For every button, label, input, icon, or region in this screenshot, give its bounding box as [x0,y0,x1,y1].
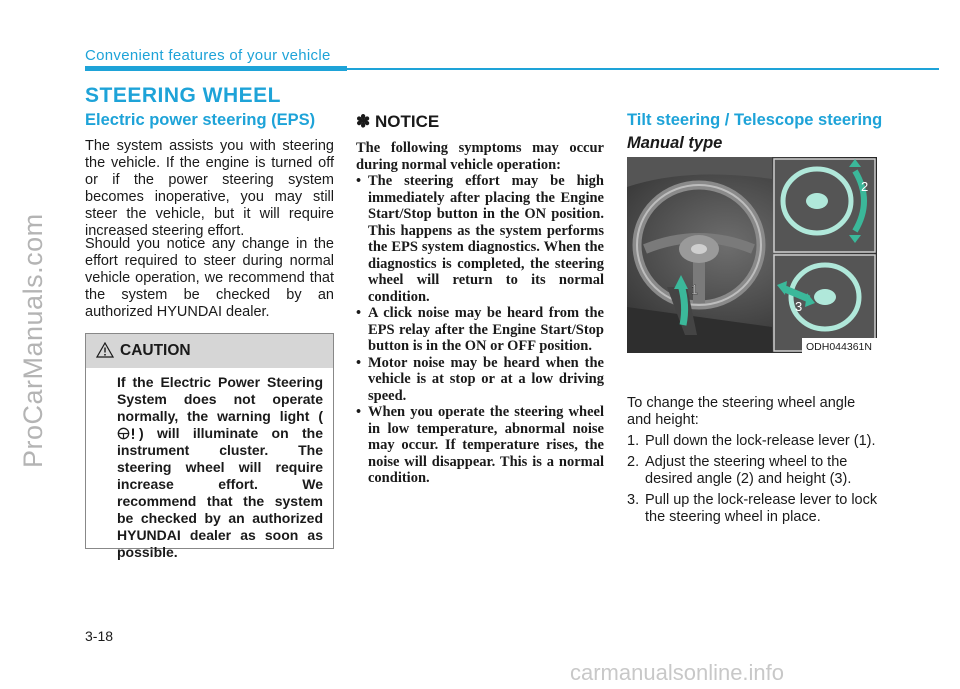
callout-2: 2 [861,179,869,194]
chapter-title: Convenient features of your vehicle [85,47,331,64]
notice-body [356,140,604,487]
footer-watermark: carmanualsonline.info [570,660,785,685]
callout-1: 1 [691,282,699,297]
header-rule-thick [85,66,347,71]
manual-type-subheading: Manual type [627,134,723,152]
side-watermark: ProCarManuals.com [18,213,48,468]
figure-code: ODH044361N [806,341,872,353]
tilt-step: 1. Pull down the lock-release lever (1). [627,433,876,449]
tilt-step: 2. Adjust the steering wheel to the desired angle (2) and height (3). [627,454,852,487]
caution-box [85,333,334,560]
warning-triangle-icon [96,342,114,358]
notice-item: • The steering effort may be high immediately after placing the Engine Start/Stop button in the ON position. This happens as the system performs the EPS system diagnostics. When the diagnostics is completed, the steering wheel will return to its normal condition. [356,173,604,305]
callout-3: 3 [795,299,803,314]
notice-item: • A click noise may be heard from the EPS relay after the Engine Start/Stop button is in the ON or OFF position. [356,305,604,354]
notice-list [356,173,604,487]
notice-intro: The following symptoms may occur during normal vehicle operation: [356,140,604,173]
tilt-heading: Tilt steering / Telescope steering [627,111,883,129]
eps-paragraph-1: The system assists you with steering the vehicle. If the engine is turned off or if the power steering system becomes inoperative, you may still steer the vehicle, but it will require increased steering effort. [85,138,334,239]
page-number: 3-18 [85,628,114,644]
tilt-instructions [627,395,879,530]
caution-text-end: ) will illuminate on the instrument cluster. The steering wheel will require increase effort. We recommend that the system be checked by an authorized HYUNDAI dealer as soon as possible. [117,425,323,560]
tilt-step: 3. Pull up the lock-release lever to lock the steering wheel in place. [627,492,878,525]
eps-paragraph-2: Should you notice any change in the effort required to steer during normal vehicle operation, we recommend that the system be checked by an authorized HYUNDAI dealer. [85,236,334,320]
tilt-steps [627,433,879,526]
notice-item: • When you operate the steering wheel in low temperature, abnormal noise may occur. If temperature rises, the noise will disappear. This is a normal condition. [356,404,604,486]
header-rule-thin [347,68,939,70]
caution-header [86,334,333,368]
caution-text [117,374,323,561]
steering-wheel-figure [627,157,877,353]
notice-item: • Motor noise may be heard when the vehicle is at stop or at a low driving speed. [356,354,604,404]
section-title: STEERING WHEEL [85,84,282,107]
notice-heading: ✽ NOTICE [356,112,440,131]
steering-warning-icon [117,427,139,440]
tilt-intro: To change the steering wheel angle and height: [627,395,856,428]
caution-text-start: If the Electric Power Steering System does not operate normally, the warning light ( [117,374,323,424]
caution-label: CAUTION [120,342,191,359]
eps-heading: Electric power steering (EPS) [85,111,316,129]
